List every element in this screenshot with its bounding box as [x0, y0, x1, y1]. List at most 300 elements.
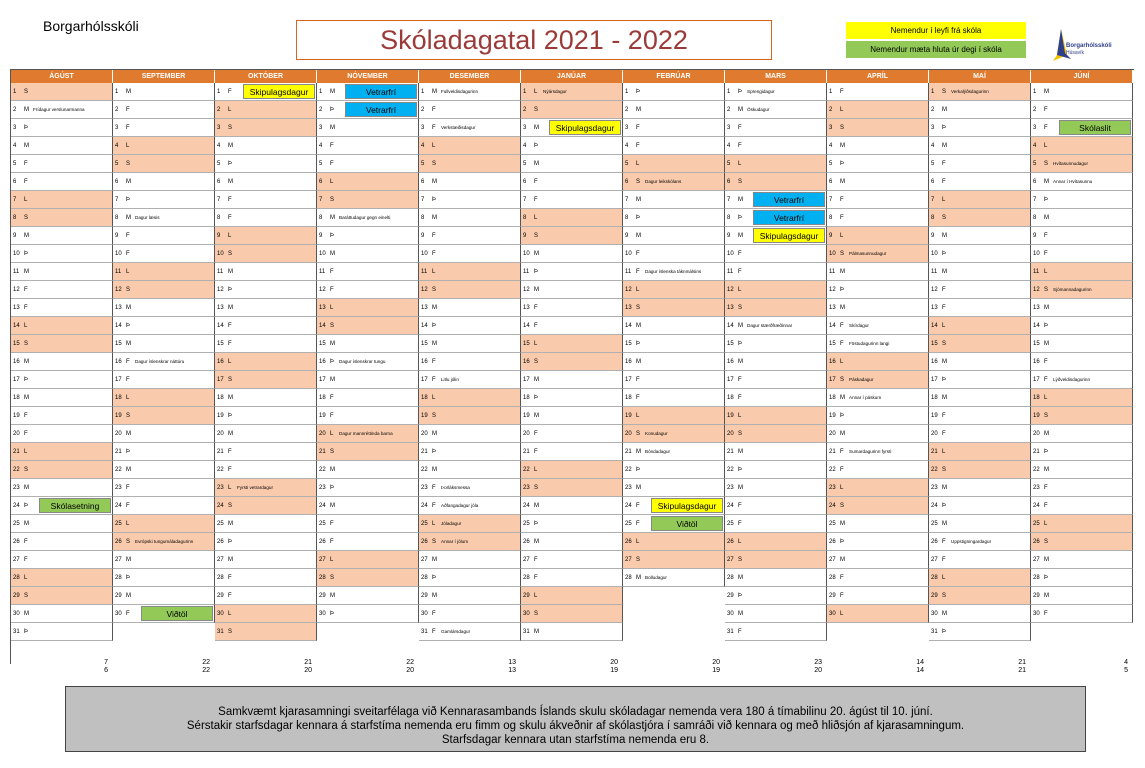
weekday-letter: S: [126, 413, 131, 419]
holiday-label: Lýðveldisdagurinn: [1053, 377, 1091, 382]
weekday-letter: F: [432, 611, 436, 617]
day-number: 9: [829, 233, 833, 239]
day-cell: [623, 335, 725, 353]
weekday-letter: F: [840, 215, 844, 221]
day-cell: [113, 353, 215, 371]
weekday-letter: L: [942, 449, 946, 455]
weekday-letter: M: [432, 215, 437, 221]
day-number: 15: [13, 341, 20, 347]
holiday-label: Konudagur: [645, 431, 668, 436]
day-cell: [11, 173, 113, 191]
day-cell: [929, 227, 1031, 245]
weekday-letter: S: [840, 125, 845, 131]
weekday-letter: S: [330, 575, 335, 581]
day-cell: [11, 461, 113, 479]
day-number: 3: [319, 125, 323, 131]
day-cell: [113, 245, 215, 263]
holiday-label: Nýársdagur: [543, 89, 567, 94]
weekday-letter: L: [432, 269, 436, 275]
day-cell: [623, 551, 725, 569]
weekday-letter: L: [330, 431, 334, 437]
weekday-letter: L: [636, 161, 640, 167]
day-cell: [725, 173, 827, 191]
day-cell: [113, 407, 215, 425]
weekday-letter: S: [636, 557, 641, 563]
day-cell: [1031, 281, 1133, 299]
weekday-letter: F: [228, 449, 232, 455]
day-cell: [113, 389, 215, 407]
weekday-letter: S: [24, 593, 29, 599]
day-number: 23: [115, 485, 122, 491]
day-number: 16: [421, 359, 428, 365]
weekday-letter: M: [534, 287, 539, 293]
month-header: MAÍ: [929, 70, 1031, 83]
weekday-letter: Þ: [126, 575, 131, 581]
weekday-letter: F: [330, 161, 334, 167]
day-cell: [521, 335, 623, 353]
day-cell: [11, 587, 113, 605]
weekday-letter: S: [1044, 287, 1049, 293]
day-cell: [827, 407, 929, 425]
day-number: 4: [523, 143, 527, 149]
day-cell: [419, 569, 521, 587]
legend-students-partial-day: Nemendur mæta hluta úr degi í skóla: [846, 41, 1026, 58]
day-cell: [521, 263, 623, 281]
day-cell: [1031, 461, 1133, 479]
weekday-letter: L: [840, 107, 844, 113]
day-number: 10: [931, 251, 938, 257]
weekday-letter: F: [534, 431, 538, 437]
day-cell: [623, 353, 725, 371]
day-number: 20: [1033, 431, 1040, 437]
day-event-planning: Skipulagsdagur: [651, 498, 723, 513]
day-number: 23: [1033, 485, 1040, 491]
weekday-letter: L: [126, 269, 130, 275]
weekday-letter: M: [738, 575, 743, 581]
day-number: 23: [625, 485, 632, 491]
weekday-letter: M: [1044, 557, 1049, 563]
day-number: 20: [931, 431, 938, 437]
day-number: 11: [523, 269, 530, 275]
day-cell: [623, 83, 725, 101]
day-number: 27: [1033, 557, 1040, 563]
weekday-letter: Þ: [534, 395, 539, 401]
day-cell: [521, 227, 623, 245]
weekday-letter: M: [636, 107, 641, 113]
day-cell: [929, 533, 1031, 551]
day-cell: [11, 605, 113, 623]
day-cell: [215, 371, 317, 389]
day-number: 19: [523, 413, 530, 419]
weekday-letter: F: [432, 377, 436, 383]
weekday-letter: M: [942, 395, 947, 401]
holiday-label: Uppstigningardagur: [951, 539, 992, 544]
day-cell: [521, 155, 623, 173]
day-cell: [827, 137, 929, 155]
day-number: 3: [217, 125, 221, 131]
day-number: 14: [13, 323, 20, 329]
day-cell: [929, 281, 1031, 299]
month-column: [11, 70, 113, 665]
day-number: 24: [829, 503, 836, 509]
day-number: 4: [115, 143, 119, 149]
weekday-letter: Þ: [636, 215, 641, 221]
weekday-letter: F: [330, 287, 334, 293]
day-cell: [317, 245, 419, 263]
month-header: JÚNÍ: [1031, 70, 1133, 83]
day-number: 25: [523, 521, 530, 527]
weekday-letter: F: [534, 179, 538, 185]
weekday-letter: M: [840, 269, 845, 275]
day-cell: [113, 425, 215, 443]
day-number: 13: [727, 305, 734, 311]
day-number: 28: [625, 575, 632, 581]
footer-note: [65, 686, 1086, 752]
holiday-label: Bóndadagur: [645, 449, 671, 454]
weekday-letter: F: [330, 413, 334, 419]
weekday-letter: M: [432, 593, 437, 599]
weekday-letter: L: [534, 593, 538, 599]
weekday-letter: M: [738, 611, 743, 617]
weekday-letter: F: [942, 557, 946, 563]
day-number: 24: [625, 503, 632, 509]
day-number: 27: [523, 557, 530, 563]
day-cell: [827, 83, 929, 101]
day-cell: [827, 299, 929, 317]
day-cell: [623, 155, 725, 173]
day-cell: [11, 155, 113, 173]
weekday-letter: F: [942, 161, 946, 167]
day-number: 25: [13, 521, 20, 527]
weekday-letter: M: [24, 107, 29, 113]
day-number: 6: [115, 179, 119, 185]
day-cell: [317, 443, 419, 461]
logo-name: Borgarhólsskóli: [1066, 43, 1112, 49]
day-cell: [929, 623, 1031, 641]
weekday-letter: Þ: [534, 269, 539, 275]
day-cell: [317, 587, 419, 605]
weekday-letter: S: [228, 503, 233, 509]
weekday-letter: M: [534, 125, 539, 131]
day-number: 17: [931, 377, 938, 383]
weekday-letter: F: [24, 179, 28, 185]
day-cell: [725, 263, 827, 281]
day-cell: [623, 461, 725, 479]
day-number: 12: [625, 287, 632, 293]
weekday-letter: S: [24, 467, 29, 473]
day-number: 1: [829, 89, 833, 95]
day-cell: [11, 533, 113, 551]
school-day-count: 20: [406, 667, 414, 674]
day-cell: [113, 335, 215, 353]
day-cell: [1031, 479, 1133, 497]
day-cell: [1031, 551, 1133, 569]
day-cell: [929, 425, 1031, 443]
weekday-letter: Þ: [738, 341, 743, 347]
day-cell: [113, 155, 215, 173]
weekday-letter: Þ: [24, 503, 29, 509]
day-number: 18: [727, 395, 734, 401]
weekday-letter: F: [636, 377, 640, 383]
day-number: 24: [1033, 503, 1040, 509]
holiday-label: Skírdagur: [849, 323, 869, 328]
weekday-letter: F: [24, 287, 28, 293]
day-cell: [11, 137, 113, 155]
weekday-letter: M: [942, 107, 947, 113]
day-number: 29: [1033, 593, 1040, 599]
holiday-label: Jóladagur: [441, 521, 462, 526]
day-cell: [113, 191, 215, 209]
day-cell: [113, 299, 215, 317]
weekday-letter: S: [126, 287, 131, 293]
day-cell: [11, 479, 113, 497]
day-cell: [521, 245, 623, 263]
weekday-letter: F: [24, 431, 28, 437]
weekday-letter: M: [432, 341, 437, 347]
day-cell: [929, 155, 1031, 173]
weekday-letter: L: [228, 611, 232, 617]
weekday-letter: F: [738, 251, 742, 257]
holiday-label: Föstudagurinn langi: [849, 341, 890, 346]
day-cell: [419, 389, 521, 407]
school-day-count: 4: [1124, 659, 1128, 666]
weekday-letter: F: [1044, 251, 1048, 257]
day-number: 1: [115, 89, 119, 95]
day-cell: [11, 407, 113, 425]
weekday-letter: F: [534, 557, 538, 563]
weekday-letter: S: [1044, 413, 1049, 419]
day-number: 19: [319, 413, 326, 419]
day-cell: [215, 317, 317, 335]
day-cell: [113, 119, 215, 137]
day-cell: [929, 173, 1031, 191]
day-cell: [215, 461, 317, 479]
day-number: 19: [115, 413, 122, 419]
day-number: 23: [421, 485, 428, 491]
weekday-letter: S: [534, 485, 539, 491]
day-cell: [725, 497, 827, 515]
day-number: 23: [829, 485, 836, 491]
day-cell: [623, 101, 725, 119]
day-number: 24: [727, 503, 734, 509]
weekday-letter: Þ: [330, 359, 335, 365]
day-cell: [929, 335, 1031, 353]
weekday-letter: F: [126, 251, 130, 257]
day-number: 11: [829, 269, 836, 275]
day-cell: [419, 119, 521, 137]
day-cell: [419, 533, 521, 551]
day-cell: [827, 461, 929, 479]
school-day-count: 14: [916, 667, 924, 674]
holiday-label: Litlu jólin: [441, 377, 459, 382]
day-cell: [827, 353, 929, 371]
day-cell: [521, 623, 623, 641]
holiday-label: Annar í Hvítasunnu: [1053, 179, 1093, 184]
day-cell: [725, 335, 827, 353]
day-number: 2: [421, 107, 425, 113]
school-day-count: 20: [712, 659, 720, 666]
weekday-letter: S: [534, 233, 539, 239]
day-cell: [317, 515, 419, 533]
day-number: 29: [523, 593, 530, 599]
day-cell: [521, 443, 623, 461]
day-number: 26: [319, 539, 326, 545]
month-header: OKTÓBER: [215, 70, 317, 83]
day-cell: [215, 191, 317, 209]
day-cell: [317, 191, 419, 209]
weekday-letter: M: [126, 341, 131, 347]
day-number: 7: [13, 197, 17, 203]
day-number: 14: [625, 323, 632, 329]
weekday-letter: L: [942, 323, 946, 329]
day-number: 4: [931, 143, 935, 149]
day-number: 24: [13, 503, 20, 509]
day-cell: [827, 173, 929, 191]
weekday-letter: Þ: [1044, 323, 1049, 329]
holiday-label: Annar í jólum: [441, 539, 469, 544]
day-cell: [623, 569, 725, 587]
day-number: 31: [523, 629, 530, 635]
school-day-count: 14: [916, 659, 924, 666]
day-cell: [419, 101, 521, 119]
day-number: 12: [115, 287, 122, 293]
weekday-letter: M: [24, 395, 29, 401]
day-cell: [1031, 191, 1133, 209]
day-cell: [215, 173, 317, 191]
day-number: 8: [13, 215, 17, 221]
day-cell: [929, 515, 1031, 533]
weekday-letter: Þ: [432, 449, 437, 455]
day-cell: [11, 335, 113, 353]
day-number: 8: [319, 215, 323, 221]
weekday-letter: F: [636, 395, 640, 401]
month-header: NÓVEMBER: [317, 70, 419, 83]
day-cell: [215, 245, 317, 263]
day-cell: [521, 587, 623, 605]
weekday-letter: F: [636, 251, 640, 257]
holiday-label: Dagur íslenskrar tungu: [339, 359, 386, 364]
weekday-letter: L: [942, 575, 946, 581]
day-cell: [521, 353, 623, 371]
day-cell: [215, 623, 317, 641]
weekday-letter: S: [228, 629, 233, 635]
weekday-letter: S: [942, 593, 947, 599]
day-cell: [11, 515, 113, 533]
weekday-letter: S: [24, 215, 29, 221]
day-number: 11: [931, 269, 938, 275]
day-number: 21: [1033, 449, 1040, 455]
day-number: 13: [1033, 305, 1040, 311]
weekday-letter: M: [126, 467, 131, 473]
weekday-letter: M: [738, 359, 743, 365]
day-cell: [1031, 227, 1133, 245]
school-name: Borgarhólsskóli: [43, 18, 139, 34]
day-number: 31: [931, 629, 938, 635]
day-number: 26: [523, 539, 530, 545]
day-cell: [419, 551, 521, 569]
day-cell: [521, 605, 623, 623]
day-number: 7: [931, 197, 935, 203]
weekday-letter: M: [1044, 341, 1049, 347]
weekday-letter: L: [330, 179, 334, 185]
day-cell: [1031, 515, 1133, 533]
day-cell: [725, 389, 827, 407]
day-cell: [929, 389, 1031, 407]
day-number: 3: [727, 125, 731, 131]
day-number: 16: [523, 359, 530, 365]
day-cell: [11, 371, 113, 389]
school-day-count: 13: [508, 667, 516, 674]
month-column: [419, 70, 521, 665]
day-number: 29: [421, 593, 428, 599]
day-number: 12: [931, 287, 938, 293]
day-cell: [1031, 335, 1133, 353]
day-cell: [725, 569, 827, 587]
weekday-letter: M: [228, 557, 233, 563]
day-number: 12: [523, 287, 530, 293]
day-cell: [1031, 533, 1133, 551]
day-number: 20: [829, 431, 836, 437]
day-number: 3: [523, 125, 527, 131]
day-number: 12: [319, 287, 326, 293]
day-number: 27: [319, 557, 326, 563]
day-number: 2: [13, 107, 17, 113]
day-cell: [113, 515, 215, 533]
day-cell: [215, 605, 317, 623]
day-cell: [113, 461, 215, 479]
day-number: 12: [13, 287, 20, 293]
day-cell: [827, 515, 929, 533]
school-day-count: 7: [104, 659, 108, 666]
holiday-label: Fyrsti vetrardagur: [237, 485, 273, 490]
day-cell: [1031, 209, 1133, 227]
weekday-letter: F: [1044, 503, 1048, 509]
day-number: 8: [523, 215, 527, 221]
day-number: 6: [727, 179, 731, 185]
holiday-label: Öskudagur: [747, 107, 770, 112]
day-cell: [827, 335, 929, 353]
day-number: 8: [829, 215, 833, 221]
weekday-letter: F: [432, 125, 436, 131]
day-number: 5: [523, 161, 527, 167]
weekday-letter: Þ: [840, 161, 845, 167]
day-number: 24: [931, 503, 938, 509]
weekday-letter: Þ: [840, 539, 845, 545]
day-cell: [215, 587, 317, 605]
day-number: 15: [625, 341, 632, 347]
day-number: 14: [319, 323, 326, 329]
day-number: 26: [829, 539, 836, 545]
day-number: 30: [421, 611, 428, 617]
weekday-letter: F: [1044, 125, 1048, 131]
day-number: 29: [727, 593, 734, 599]
weekday-letter: F: [228, 575, 232, 581]
weekday-letter: F: [942, 539, 946, 545]
day-cell: [827, 371, 929, 389]
weekday-letter: S: [534, 359, 539, 365]
day-number: 6: [13, 179, 17, 185]
weekday-letter: M: [432, 431, 437, 437]
month-header: FEBRÚAR: [623, 70, 725, 83]
day-cell: [419, 335, 521, 353]
weekday-letter: Þ: [330, 107, 335, 113]
day-cell: [1031, 83, 1133, 101]
day-cell: [725, 245, 827, 263]
day-number: 11: [421, 269, 428, 275]
day-cell: [11, 317, 113, 335]
day-cell: [11, 569, 113, 587]
weekday-letter: M: [738, 323, 743, 329]
